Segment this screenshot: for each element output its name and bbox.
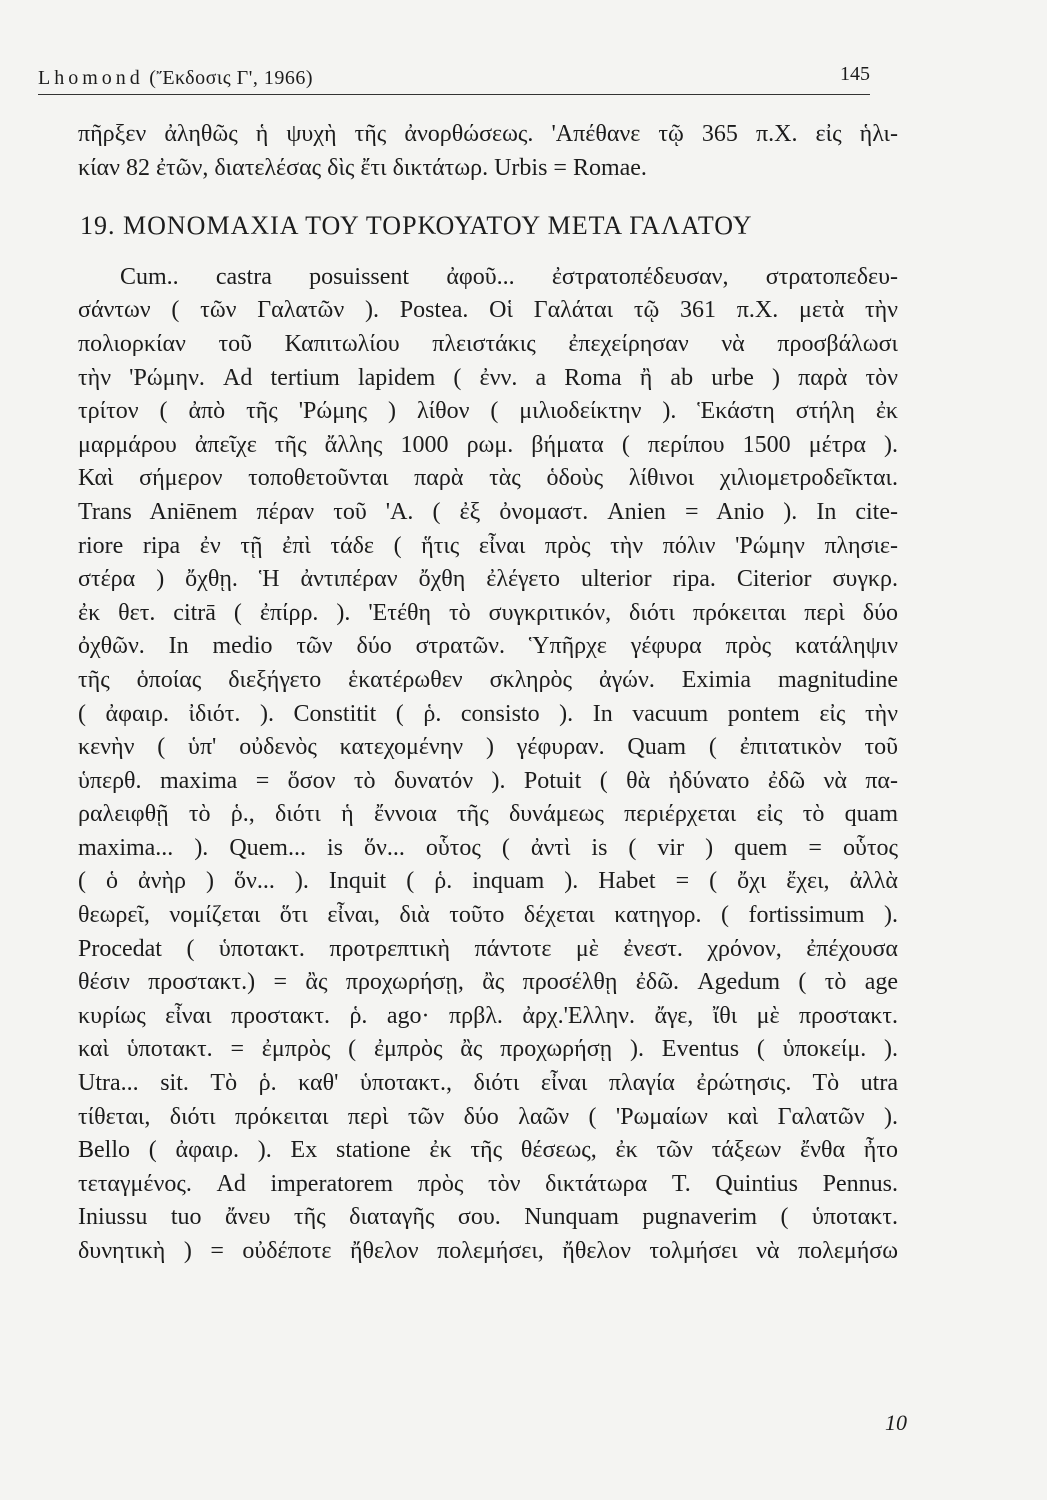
text-line: πολιορκίαν τοῦ Καπιτωλίου πλειστάκις ἐπεχείρησαν νὰ προσβάλωσι: [78, 330, 898, 357]
edition-note: (Ἔκδοσις Γ', 1966): [149, 67, 313, 89]
text-line: καὶ ὑποτακτ. = ἐμπρὸς ( ἐμπρὸς ἂς προχωρήσῃ ). Eventus ( ὑποκείμ. ).: [78, 1036, 898, 1063]
text-line: ( ὁ ἀνὴρ ) ὅν... ). Inquit ( ῥ. inquam ). Habet = ( ὄχι ἔχει, ἀλλὰ: [78, 868, 898, 895]
text-line: ὑπερθ. maxima = ὅσον τὸ δυνατόν ). Potuit ( θὰ ἠδύνατο ἐδῶ νὰ πα-: [78, 767, 898, 794]
signature-mark: 10: [885, 1410, 907, 1435]
text-line: θέσιν προστακτ.) = ἂς προχωρήσῃ, ἂς προσέλθῃ ἐδῶ. Agedum ( τὸ age: [78, 969, 898, 996]
section-title: 19. ΜΟΝΟΜΑΧΙΑ ΤΟΥ ΤΟΡΚΟΥΑΤΟΥ ΜΕΤΑ ΓΑΛΑΤΟΥ: [80, 211, 753, 241]
text-line: ( ἀφαιρ. ἰδιότ. ). Constitit ( ῥ. consisto ). In vacuum pontem εἰς τὴν: [78, 700, 898, 727]
text-line: κυρίως εἶναι προστακτ. ῥ. ago· πρβλ. ἀρχ.'Ελλην. ἄγε, ἴθι μὲ προστακτ.: [78, 1002, 898, 1029]
text-line: ραλειφθῇ τὸ ῥ., διότι ἡ ἔννοια τῆς δυνάμεως περιέρχεται εἰς τὸ quam: [78, 801, 898, 828]
text-line: στέρα ) ὄχθῃ. Ἡ ἀντιπέραν ὄχθη ἐλέγετο ulterior ripa. Citerior συγκρ.: [78, 566, 898, 593]
text-line: μαρμάρου ἀπεῖχε τῆς ἄλλης 1000 ρωμ. βήματα ( περίπου 1500 μέτρα ).: [78, 431, 898, 458]
text-line: Bello ( ἀφαιρ. ). Ex statione ἐκ τῆς θέσεως, ἐκ τῶν τάξεων ἔνθα ἦτο: [78, 1137, 898, 1164]
intro-paragraph: [78, 118, 898, 185]
page-number: 145: [840, 63, 870, 85]
text-line: Utra... sit. Τὸ ῥ. καθ' ὑποτακτ., διότι εἶναι πλαγία ἐρώτησις. Τὸ utra: [78, 1070, 898, 1097]
text-line: κενὴν ( ὑπ' οὐδενὸς κατεχομένην ) γέφυραν. Quam ( ἐπιτατικὸν τοῦ: [78, 734, 898, 761]
text-line: σάντων ( τῶν Γαλατῶν ). Postea. Οἱ Γαλάται τῷ 361 π.Χ. μετὰ τὴν: [78, 297, 898, 324]
text-line: τίθεται, διότι πρόκειται περὶ τῶν δύο λαῶν ( 'Ρωμαίων καὶ Γαλατῶν ).: [78, 1103, 898, 1130]
text-line: τρίτον ( ἀπὸ τῆς 'Ρώμης ) λίθον ( μιλιοδείκτην ). Ἑκάστη στήλη ἐκ: [78, 398, 898, 425]
text-line: Iniussu tuo ἄνευ τῆς διαταγῆς σου. Nunquam pugnaverim ( ὑποτακτ.: [78, 1204, 898, 1231]
commentary-paragraph: [78, 261, 898, 1269]
text-line: θεωρεῖ, νομίζεται ὅτι εἶναι, διὰ τοῦτο δέχεται κατηγορ. ( fortissimum ).: [78, 902, 898, 929]
text-line: Καὶ σήμερον τοποθετοῦνται παρὰ τὰς ὁδοὺς λίθινοι χιλιομετροδεῖκται.: [78, 465, 898, 492]
text-line: πῆρξεν ἀληθῶς ἡ ψυχὴ τῆς ἀνορθώσεως. 'Απέθανε τῷ 365 π.Χ. εἰς ἡλι-: [78, 121, 898, 147]
text-line: Cum.. castra posuissent ἀφοῦ... ἐστρατοπέδευσαν, στρατοπεδευ-: [120, 263, 898, 290]
text-line: maxima... ). Quem... is ὅν... οὗτος ( ἀντὶ is ( vir ) quem = οὗτος: [78, 834, 898, 861]
text-line: τῆς ὁποίας διεξήγετο ἑκατέρωθεν σκληρὸς ἀγών. Eximia magnitudine: [78, 666, 898, 693]
text-line: ἐκ θετ. citrā ( ἐπίρρ. ). 'Ετέθη τὸ συγκριτικόν, διότι πρόκειται περὶ δύο: [78, 599, 898, 626]
running-head-left: [38, 67, 313, 90]
body-text: [78, 118, 898, 1269]
author-name: Lhomond: [38, 67, 144, 89]
text-line: τεταγμένος. Ad imperatorem πρὸς τὸν δικτάτωρα T. Quintius Pennus.: [78, 1170, 898, 1197]
text-line: κίαν 82 ἐτῶν, διατελέσας δὶς ἔτι δικτάτωρ. Urbis = Romae.: [78, 154, 647, 181]
text-line: ὀχθῶν. In medio τῶν δύο στρατῶν. Ὑπῆρχε γέφυρα πρὸς κατάληψιν: [78, 633, 898, 660]
text-line: δυνητικὴ ) = οὐδέποτε ἤθελον πολεμήσει, ἤθελον τολμήσει νὰ πολεμήσω: [78, 1238, 898, 1264]
text-line: τὴν 'Ρώμην. Ad tertium lapidem ( ἐνν. a Roma ἢ ab urbe ) παρὰ τὸν: [78, 364, 898, 391]
text-line: Procedat ( ὑποτακτ. προτρεπτικὴ πάντοτε μὲ ἐνεστ. χρόνον, ἐπέχουσα: [78, 935, 898, 962]
running-head: [38, 64, 870, 95]
text-line: Trans Aniēnem πέραν τοῦ 'Α. ( ἐξ ὀνομαστ. Anien = Anio ). In cite-: [78, 498, 898, 525]
text-line: riore ripa ἐν τῇ ἐπὶ τάδε ( ἥτις εἶναι πρὸς τὴν πόλιν 'Ρώμην πλησιε-: [78, 532, 898, 559]
